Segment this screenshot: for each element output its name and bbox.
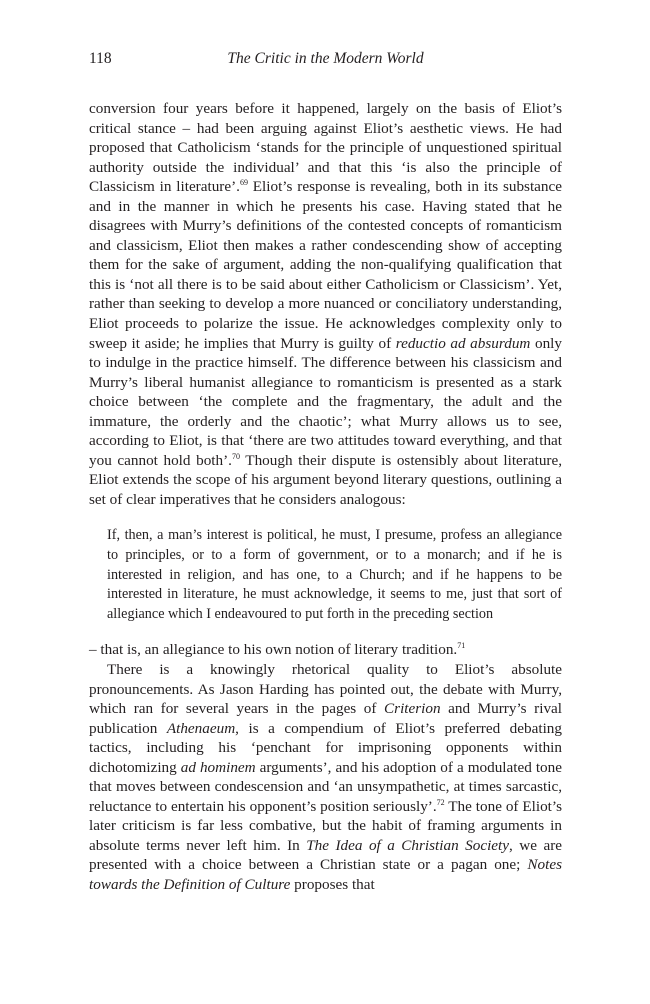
footnote-ref-72: 72 [436, 797, 445, 807]
text-run: There is a knowingly rhetorical quality to Eliot’s absolute pronouncements. As Jason Harding has pointed out, the debate with Murry, which ran for several years in the pages of [89, 661, 562, 718]
running-title: The Critic in the Modern World [227, 50, 424, 67]
italic-title: Athenaeum [166, 719, 236, 737]
text-run: proposes that [290, 876, 375, 894]
italic-term: reductio ad absurdum [395, 334, 531, 352]
page-header [89, 50, 562, 70]
text-run: The tone of Eliot’s later criticism is far less combative, but the habit of framing arguments in absolute terms never left him. In [89, 797, 563, 854]
paragraph-2 [89, 660, 562, 895]
italic-title: Criterion [384, 700, 441, 718]
text-run: , is a compendium of Eliot’s preferred debating tactics, including his ‘penchant for imprisoning opponents within dichotomizing [89, 719, 562, 776]
body-text [89, 99, 562, 895]
italic-term: ad hominem [180, 758, 256, 776]
paragraph-1 [89, 99, 562, 509]
text-run: Though their dispute is ostensibly about literature, Eliot extends the scope of his argument beyond literary questions, outlining a set of clear imperatives that he considers analogous: [89, 451, 563, 508]
footnote-ref-69: 69 [239, 178, 248, 188]
footnote-ref-71: 71 [457, 641, 466, 651]
quote-continuation [89, 640, 562, 660]
text-run: Eliot’s response is revealing, both in its substance and in the manner in which he presents his case. Having stated that he disagrees with Murry’s definitions of the contested concepts of romanticism and classicism, Eliot then makes a rather condescending show of accepting them for the sake of argument, adding the non-qualifying qualification that this is ‘not all there is to be said about either Catholicism or Classicism’. Yet, rather than seeking to develop a more nuanced or conciliatory understanding, Eliot proceeds to polarize the issue. He acknowledges complexity only to sweep it aside; he implies that Murry is guilty of [89, 178, 563, 352]
italic-title: The Idea of a Christian Society [306, 836, 510, 854]
block-quote: If, then, a man’s interest is political, he must, I presume, profess an allegiance to principles, or to a form of government, or to a monarch; and if he is interested in religion, and has one, to a Church; and if he happens to be interested in literature, he must acknowledge, it seems to me, just that sort of allegiance which I endeavoured to put forth in the preceding section [107, 527, 562, 622]
text-run: , we are presented with a choice between a Christian state or a pagan one; [89, 836, 563, 874]
text-run: – that is, an allegiance to his own notion of literary tradition. [89, 641, 458, 659]
italic-title: Notes towards the Definition of Culture [89, 856, 562, 894]
page-number: 118 [89, 50, 112, 67]
footnote-ref-70: 70 [231, 451, 240, 461]
text-run: only to indulge in the practice himself. The difference between his classicism and Murry’s liberal humanist allegiance to romanticism is presented as a stark choice between ‘the complete and the fragmentary, the adult and the immature, the orderly and the chaotic’; what Murry allows us to see, according to Eliot, is that ‘there are two attitudes toward everything, and that you cannot hold both’. [89, 334, 562, 469]
text-run: arguments’, and his adoption of a modulated tone that moves between condescension and ‘an unsympathetic, at times sarcastic, reluctance to entertain his opponent’s position seriously’. [89, 758, 562, 815]
text-run: and Murry’s rival publication [89, 700, 562, 737]
text-run: conversion four years before it happened, largely on the basis of Eliot’s critical stance – had been arguing against Eliot’s aesthetic views. He had proposed that Catholicism ‘stands for the principle of unquestioned spiritual authority outside the individual’ and that this ‘is also the principle of Classicism in literature’. [89, 100, 562, 196]
